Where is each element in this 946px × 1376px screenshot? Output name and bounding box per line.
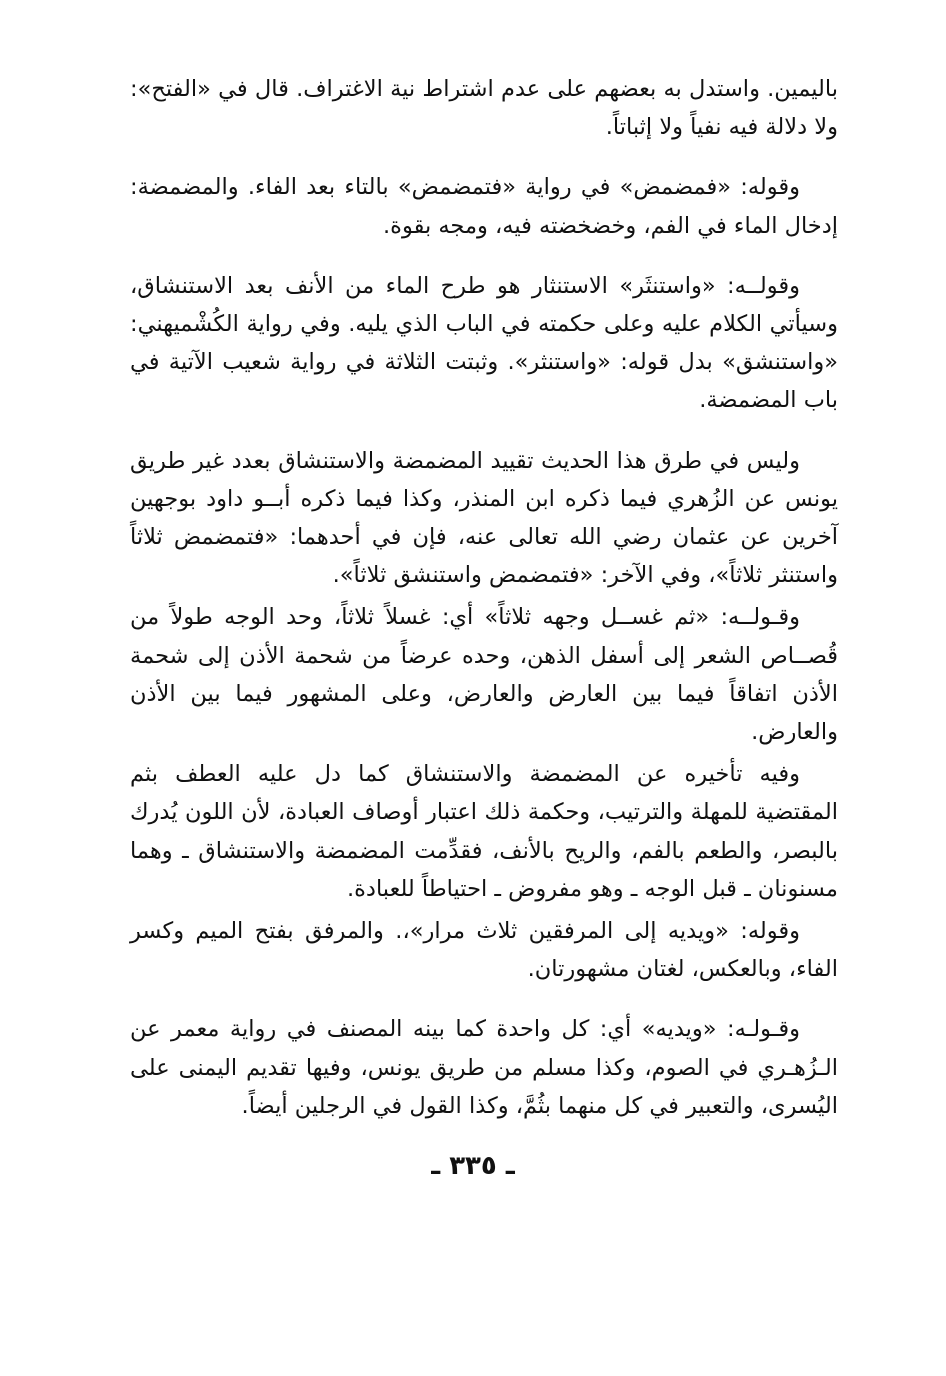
paragraph-6-takhir: وفيه تأخيره عن المضمضة والاستنشاق كما دل عليه العطف بثم المقتضية للمهلة والترتيب، وحكمة ذلك اعتبار أوصاف العبادة، لأن اللون يُدرك بالبصر، والطعم بالفم، والريح بالأنف، فقدِّمت المضمضة والاستنشاق ـ وهما مسنونان ـ قبل الوجه ـ وهو مفروض ـ احتياطاً للعبادة. <box>130 761 838 902</box>
paragraph-4-turuq: وليس في طرق هذا الحديث تقييد المضمضة والاستنشاق بعدد غير طريق يونس عن الزُهري فيما ذكره ابن المنذر، وكذا فيما ذكره أبــو داود بوجهين آخرين عن عثمان رضي الله تعالى عنه، فإن في أحدهما: «فتمضمض ثلاثاً واستنثر ثلاثاً»، وفي الآخر: «فتمضمض واستنشق ثلاثاً». <box>130 447 838 589</box>
paragraph-8-yadayhi: وقـولـه: «ويديه» أي: كل واحدة كما بينه المصنف في رواية معمر عن الـزُهـري في الصوم، وكذا مسلم من طريق يونس، وفيها تقديم اليمنى على اليُسرى، والتعبير في كل منهما بثُمَّ، وكذا القول في الرجلين أيضاً. <box>130 1016 838 1119</box>
paragraph-3-istinthar: وقولــه: «واستنثَر» الاستنثار هو طرح الماء من الأنف بعد الاستنشاق، وسيأتي الكلام عليه وعلى حكمته في الباب الذي يليه. وفي رواية الكُشْميهني: «واستنشق» بدل قوله: «واستنثر». وثبتت الثلاثة في رواية شعيب الآتية في باب المضمضة. <box>130 272 838 414</box>
paragraph-5-wajh: وقـولــه: «ثم غســل وجهه ثلاثاً» أي: غسلاً ثلاثاً، وحد الوجه طولاً من قُصــاص الشعر إلى أسفل الذهن، وحده عرضاً من شحمة الأذن إلى شحمة الأذن اتفاقاً فيما بين العارض والعارض، وعلى المشهور فيما بين الأذن والعارض. <box>130 604 838 746</box>
paragraph-1-continuation: باليمين. واستدل به بعضهم على عدم اشتراط نية الاغتراف. قال في «الفتح»: ولا دلالة فيه نفياً ولا إثباتاً. <box>130 76 838 141</box>
body-text <box>130 70 838 1125</box>
paragraph-7-mirfaq: وقوله: «ويديه إلى المرفقين ثلاث مرار»،. والمرفق بفتح الميم وكسر الفاء، وبالعكس، لغتان مشهورتان. <box>130 918 838 983</box>
page-number: ـ ٣٣٥ ـ <box>431 1151 515 1181</box>
paragraph-2-madmada: وقوله: «فمضمض» في رواية «فتمضمض» بالتاء بعد الفاء. والمضمضة: إدخال الماء في الفم، وخضخضته فيه، ومجه بقوة. <box>130 174 838 239</box>
